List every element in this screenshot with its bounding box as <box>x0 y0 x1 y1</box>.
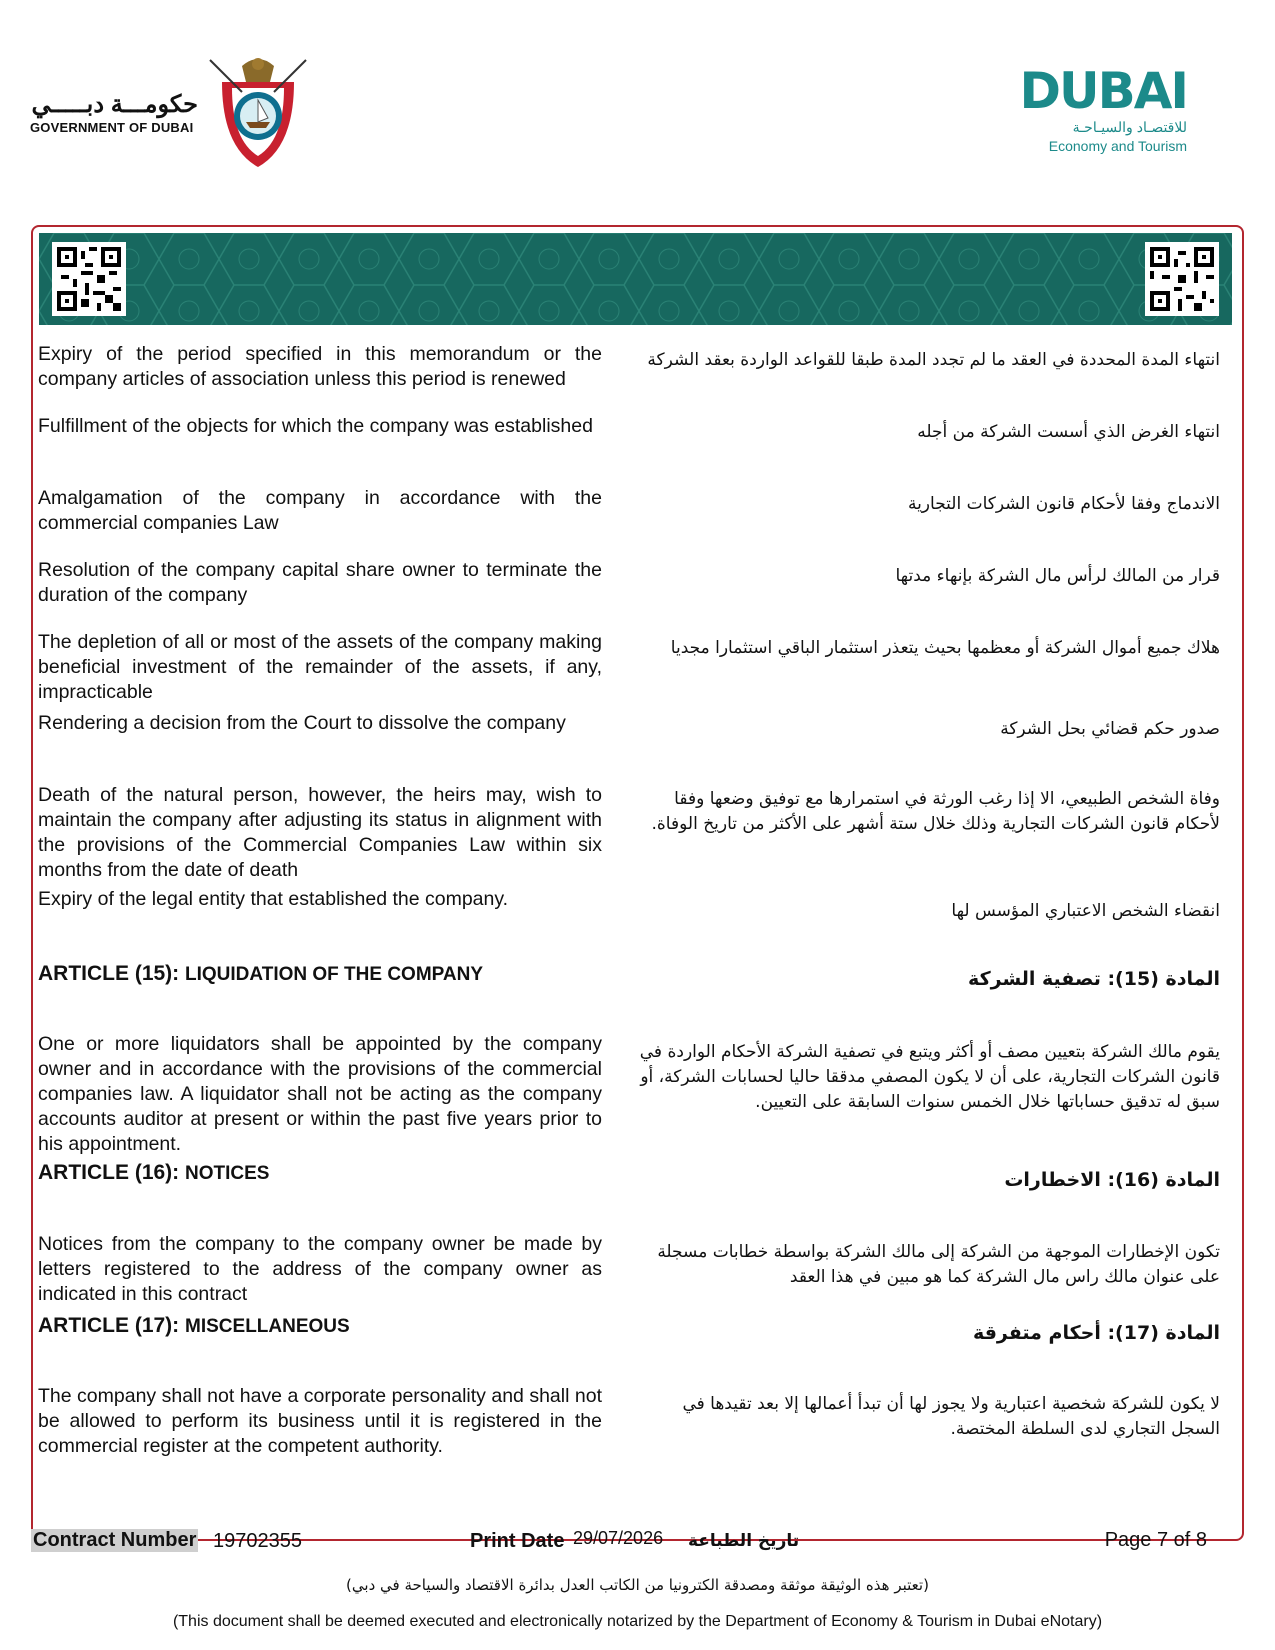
clause-english: Amalgamation of the company in accordance with the commercial companies Law <box>38 487 602 534</box>
page-number: Page 7 of 8 <box>1104 1529 1207 1551</box>
article-body-english: One or more liquidators shall be appointed by the company owner and in accordance with the provisions of the commercial companies law. A liquidator shall not be acting as the company accounts auditor at present or within the past five years prior to his appointment. <box>38 1033 602 1155</box>
clause-english: Rendering a decision from the Court to dissolve the company <box>38 712 566 734</box>
clause-arabic: انتهاء الغرض الذي أسست الشركة من أجله <box>917 422 1220 442</box>
dubai-wordmark-text: DUBAI <box>1019 62 1187 120</box>
qr-code-icon <box>57 247 121 311</box>
clause-english: Death of the natural person, however, the heirs may, wish to maintain the company after adjusting its status in alignment with the provisions of the Commercial Companies Law within six months from the date of death <box>38 784 602 881</box>
article-heading-arabic: المادة (17): أحكام متفرقة <box>972 1322 1220 1344</box>
qr-code-right[interactable] <box>1145 242 1219 316</box>
gov-english-name: GOVERNMENT OF DUBAI <box>30 120 194 135</box>
article-heading-arabic: المادة (16): الاخطارات <box>1004 1169 1220 1191</box>
clause-english: Expiry of the period specified in this memorandum or the company articles of association unless this period is renewed <box>38 343 602 390</box>
article-heading-english <box>38 1160 602 1186</box>
clause-english: Fulfillment of the objects for which the company was established <box>38 415 593 437</box>
article-number: ARTICLE (15): <box>38 962 180 985</box>
print-date-label-arabic: تاريخ الطباعة <box>688 1531 800 1551</box>
qr-code-icon <box>1150 247 1214 311</box>
clause-arabic: انقضاء الشخص الاعتباري المؤسس لها <box>951 901 1220 921</box>
article-heading-english <box>38 1313 602 1339</box>
contract-number-label: Contract Number <box>33 1529 197 1551</box>
clause-arabic: قرار من المالك لرأس مال الشركة بإنهاء مدتها <box>895 566 1220 586</box>
article-body-arabic: يقوم مالك الشركة بتعيين مصف أو أكثر ويتبع في تصفية الشركة الأحكام الواردة في قانون الشركات التجارية، على أن لا يكون المصفي مدققا حاليا لحسابات الشركة، أو سبق له تدقيق حساباتها خلال الخمس سنوات السابقة على التعيين. <box>639 1042 1220 1112</box>
article-body-english: Notices from the company to the company owner be made by letters registered to the address of the company owner as indicated in this contract <box>38 1233 602 1305</box>
clause-arabic: انتهاء المدة المحددة في العقد ما لم تجدد المدة طبقا للقواعد الواردة بعقد الشركة <box>647 350 1220 370</box>
article-title: MISCELLANEOUS <box>185 1316 350 1337</box>
clause-arabic: وفاة الشخص الطبيعي، الا إذا رغب الورثة في استمرارها مع توفيق وضعها وفقا لأحكام قانون الشركات التجارية وذلك خلال ستة أشهر على الأكثر من تاريخ الوفاة. <box>651 789 1220 834</box>
dubai-wordmark-icon <box>1019 62 1187 120</box>
dubai-emblem-icon <box>202 52 314 170</box>
article-number: ARTICLE (16): <box>38 1161 180 1184</box>
article-heading-english <box>38 961 602 987</box>
article-body-arabic: تكون الإخطارات الموجهة من الشركة إلى مالك الشركة بواسطة خطابات مسجلة على عنوان مالك راس مال الشركة كما هو مبين في هذا العقد <box>657 1242 1220 1287</box>
contract-number-value: 19702355 <box>213 1530 302 1552</box>
clause-english: The depletion of all or most of the assets of the company making beneficial investment of the remainder of the assets, if any, impracticable <box>38 631 602 703</box>
print-date-value: 29/07/2026 <box>573 1528 664 1548</box>
article-body-arabic: لا يكون للشركة شخصية اعتبارية ولا يجوز لها أن تبدأ أعمالها إلا بعد تقيدها في السجل التجاري لدى السلطة المختصة. <box>682 1394 1220 1439</box>
clause-arabic: الاندماج وفقا لأحكام قانون الشركات التجارية <box>907 494 1220 514</box>
det-arabic-name: للاقتصـاد والسيـاحـة <box>1072 119 1187 135</box>
gov-arabic-name: حكومـــة دبـــــي <box>31 91 198 118</box>
clause-arabic: صدور حكم قضائي بحل الشركة <box>1000 719 1220 739</box>
det-logo <box>1019 62 1187 154</box>
article-number: ARTICLE (17): <box>38 1314 180 1337</box>
clause-english: Expiry of the legal entity that established the company. <box>38 888 509 910</box>
clause-english: Resolution of the company capital share owner to terminate the duration of the company <box>38 559 602 606</box>
article-heading-arabic: المادة (15): تصفية الشركة <box>968 968 1220 990</box>
article-body-english: The company shall not have a corporate personality and shall not be allowed to perform its business until it is registered in the commercial register at the competent authority. <box>38 1385 602 1457</box>
print-date-label: Print Date <box>470 1530 565 1552</box>
notary-note-arabic: (تعتبر هذه الوثيقة موثقة ومصدقة الكترونيا من الكاتب العدل بدائرة الاقتصاد والسياحة في دبي) <box>346 1576 929 1594</box>
det-english-name: Economy and Tourism <box>1048 138 1187 154</box>
government-of-dubai-logo <box>30 52 330 177</box>
clause-arabic: هلاك جميع أموال الشركة أو معظمها بحيث يتعذر استثمار الباقي استثمارا مجديا <box>670 638 1220 658</box>
article-title: LIQUIDATION OF THE COMPANY <box>185 964 484 985</box>
article-title: NOTICES <box>185 1163 270 1184</box>
header-band <box>39 233 1232 325</box>
qr-code-left[interactable] <box>52 242 126 316</box>
pattern-icon <box>39 233 1232 325</box>
notary-note-english: (This document shall be deemed executed and electronically notarized by the Department of Economy & Tourism in Dubai eNotary) <box>172 1613 1103 1630</box>
